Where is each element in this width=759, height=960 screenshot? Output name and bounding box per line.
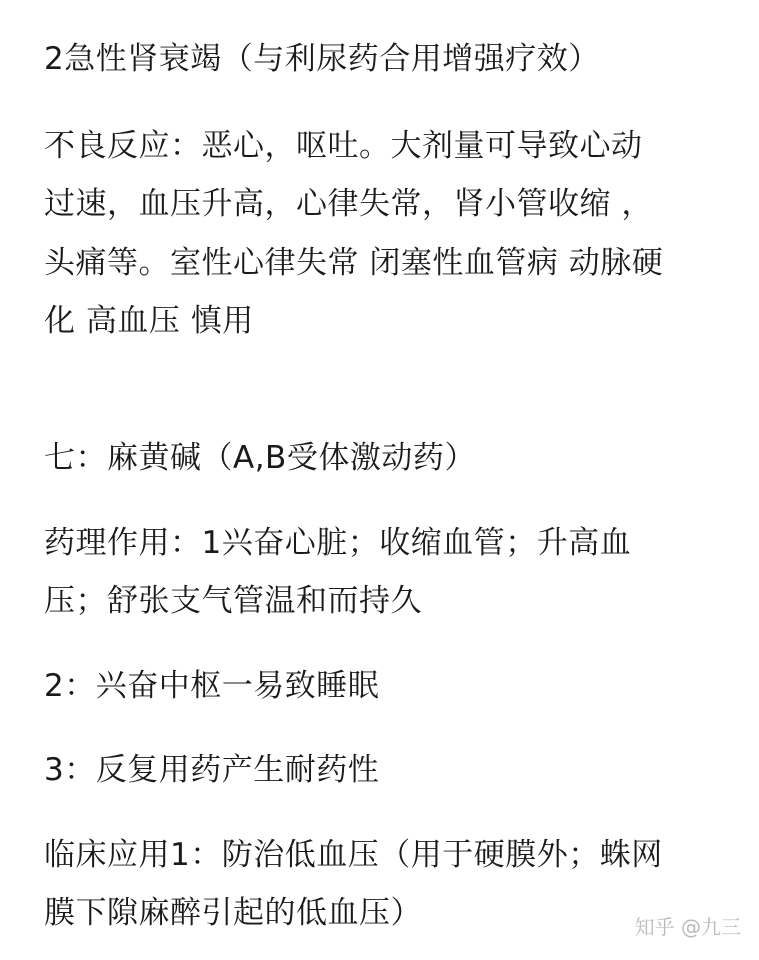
text-line-pharmacology: 药理作用：1兴奋心脏；收缩血管；升高血: [44, 525, 632, 561]
text-line-bronchodilation: 压；舒张支气管温和而持久: [44, 583, 422, 619]
text-line-clinical-use: 临床应用1：防治低血压（用于硬膜外；蛛网: [44, 837, 663, 873]
text-line-tolerance: 3：反复用药产生耐药性: [44, 752, 380, 788]
text-line-headache: 头痛等。室性心律失常 闭塞性血管病 动脉硬: [44, 245, 664, 281]
text-line-hypotension: 膜下隙麻醉引起的低血压）: [44, 895, 422, 931]
zhihu-watermark: 知乎 @九三: [634, 915, 741, 939]
text-line-adverse-reactions: 不良反应：恶心，呕吐。大剂量可导致心动: [44, 128, 643, 164]
text-line-caution: 化 高血压 慎用: [44, 303, 254, 339]
text-line-cns-stimulation: 2：兴奋中枢一易致睡眠: [44, 668, 380, 704]
text-line-tachycardia: 过速，血压升高，心律失常，肾小管收缩 ，: [44, 186, 653, 222]
section-heading-ephedrine: 七：麻黄碱（A,B受体激动药）: [44, 440, 476, 476]
text-line-acute-renal-failure: 2急性肾衰竭（与利尿药合用增强疗效）: [44, 41, 600, 77]
